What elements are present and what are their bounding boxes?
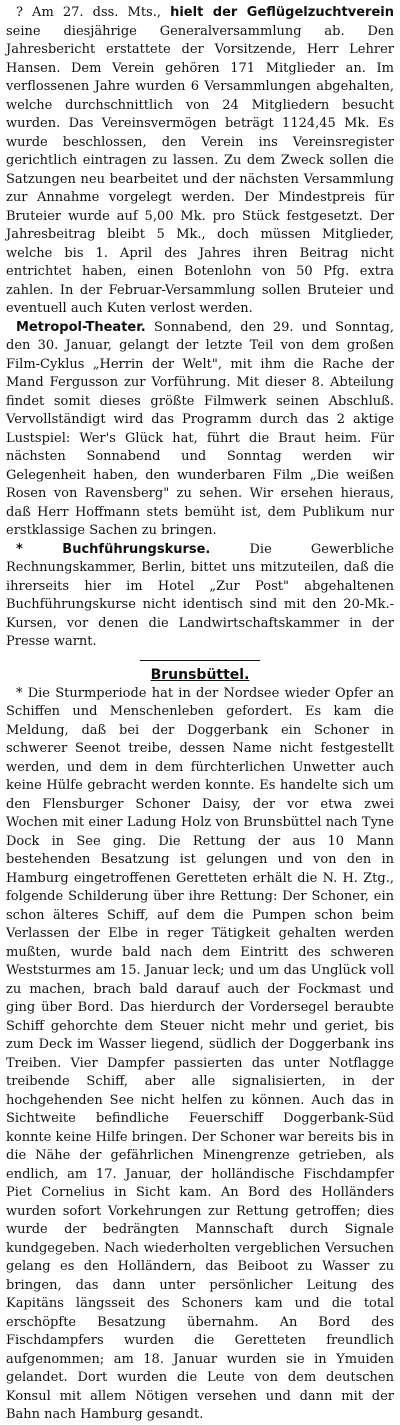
article-lead: ? Am 27. dss. Mts., xyxy=(16,5,161,20)
article-sturmperiode xyxy=(6,685,394,1425)
section-title: Brunsbüttel. xyxy=(150,666,250,683)
article-heading: Metropol-Theater. xyxy=(16,319,146,335)
newspaper-column xyxy=(6,4,394,1425)
article-gefluegelzuchtverein xyxy=(6,4,394,319)
article-buchfuehrungskurse xyxy=(6,541,394,652)
article-body: Sonnabend, den 29. und Sonntag, den 30. Januar, gelangt der letzte Teil von dem großen Film-Cyklus „Herrin der Welt", mit ihm die Rache der Mand Fergusson zur Vorführung. Mit dieser 8. Abteilung findet somit dieses größte Filmwerk seinen Abschluß. Vervollständigt wird das Programm durch das 2 aktige Lustspiel: Wer's Glück hat, führt die Braut heim. Für nächsten Sonnabend und Sonntag werden wir Gelegenheit haben, den wunderbaren Film „Die weißen Rosen von Ravensberg" zu sehen. Wir ersehen hieraus, daß Herr Hoffmann stets bemüht ist, dem Publikum nur erstklassige Sachen zu bringen. xyxy=(6,319,394,538)
article-body: Die Gewerbliche Rechnungskammer, Berlin, bittet uns mitzuteilen, daß die ihrerseits hier im Hotel „Zur Post" abgehaltenen Buchführungskurse nicht identisch sind mit den 20-Mk.-Kursen, vor denen die Landwirtschaftskammer in der Presse warnt. xyxy=(6,541,394,649)
section-divider xyxy=(140,660,260,661)
article-body: * Die Sturmperiode hat in der Nordsee wieder Opfer an Schiffen und Menschenleben gefordert. Es kam die Meldung, daß bei der Doggerbank ein Schoner in schwerer Seenot treibe, dessen Name nicht festgestellt werden, und dem in dem fürchterlichen Unwetter auch keine Hülfe gebracht werden konnte. Es handelte sich um den Flensburger Schoner Daisy, der vor etwa zwei Wochen mit einer Ladung Holz von Brunsbüttel nach Tyne Dock in See ging. Die Rettung der aus 10 Mann bestehenden Besatzung ist gelungen und von den in Hamburg eingetroffenen Geretteten erhält die N. H. Ztg., folgende Schilderung über ihre Rettung: Der Schoner, ein schon älteres Schiff, auf dem die Pumpen schon beim Verlassen der Elbe in reger Tätigkeit gehalten werden mußten, wurde bald nach dem Eintritt des schweren Weststurmes am 15. Januar leck; und um das Unglück voll zu machen, brach bald darauf auch der Fockmast und ging über Bord. Das hierdurch der Vordersegel beraubte Schiff gehorchte dem Steuer nicht mehr und geriet, bis zum Deck im Wasser liegend, südlich der Doggerbank ins Treiben. Vier Dampfer passierten das unter Notflagge treibende Schiff, aber alle signalisierten, in der hochgehenden See nicht helfen zu können. Auch das in Sichtweite befindliche Feuerschiff Doggerbank-Süd konnte keine Hilfe bringen. Der Schoner war bereits bis in die Nähe der gefährlichen Minengrenze getrieben, als endlich, am 17. Januar, der holländische Fischdampfer Piet Cornelius in Sicht kam. An Bord des Holländers wurden sofort Vorkehrungen zur Rettung getroffen; dies wurde der bedrängten Mannschaft durch Signale kundgegeben. Nach wiederholten vergeblichen Versuchen gelang es den Holländern, das Beiboot zu Wasser zu bringen, das dann unter persönlicher Leitung des Kapitäns längsseit des Schoners kam und die total erschöpfte Besatzung übernahm. An Bord des Fischdampfers wurden die Geretteten freundlich aufgenommen; am 18. Januar wurden sie in Ymuiden gelandet. Dort wurden die Leute von dem deutschen Konsul mit allem Nötigen versehen und dann mit der Bahn nach Hamburg gesandt. xyxy=(6,685,394,1422)
article-org: hielt der Geflügelzuchtverein xyxy=(170,5,394,20)
article-body: seine diesjährige Generalversammlung ab. Den Jahresbericht erstattete der Vorsitzende, Herr Lehrer Hansen. Dem Verein gehören 171 Mitglieder an. Im verflossenen Jahre wurden 6 Versammlungen abgehalten, welche durchschnittlich von 24 Mitgliedern besucht wurden. Das Vereinsvermögen beträgt 1124,45 Mk. Es wurde beschlossen, den Verein ins Vereinsregister gerichtlich eintragen zu lassen. Zu dem Zweck sollen die Satzungen neu bearbeitet und der nächsten Versammlung zur Annahme vorgelegt werden. Der Mindestpreis für Bruteier wurde auf 5,00 Mk. pro Stück festgesetzt. Der Jahresbeitrag bleibt 5 Mk., doch müssen Mitglieder, welche bis 1. April des Jahres ihren Beitrag nicht entrichtet haben, einen Botenlohn von 50 Pfg. extra zahlen. In der Februar-Versammlung sollen Bruteier und eventuell auch Kuten verlost werden. xyxy=(6,23,394,316)
article-metropol-theater xyxy=(6,319,394,541)
article-heading: * Buchführungskurse. xyxy=(16,541,211,557)
